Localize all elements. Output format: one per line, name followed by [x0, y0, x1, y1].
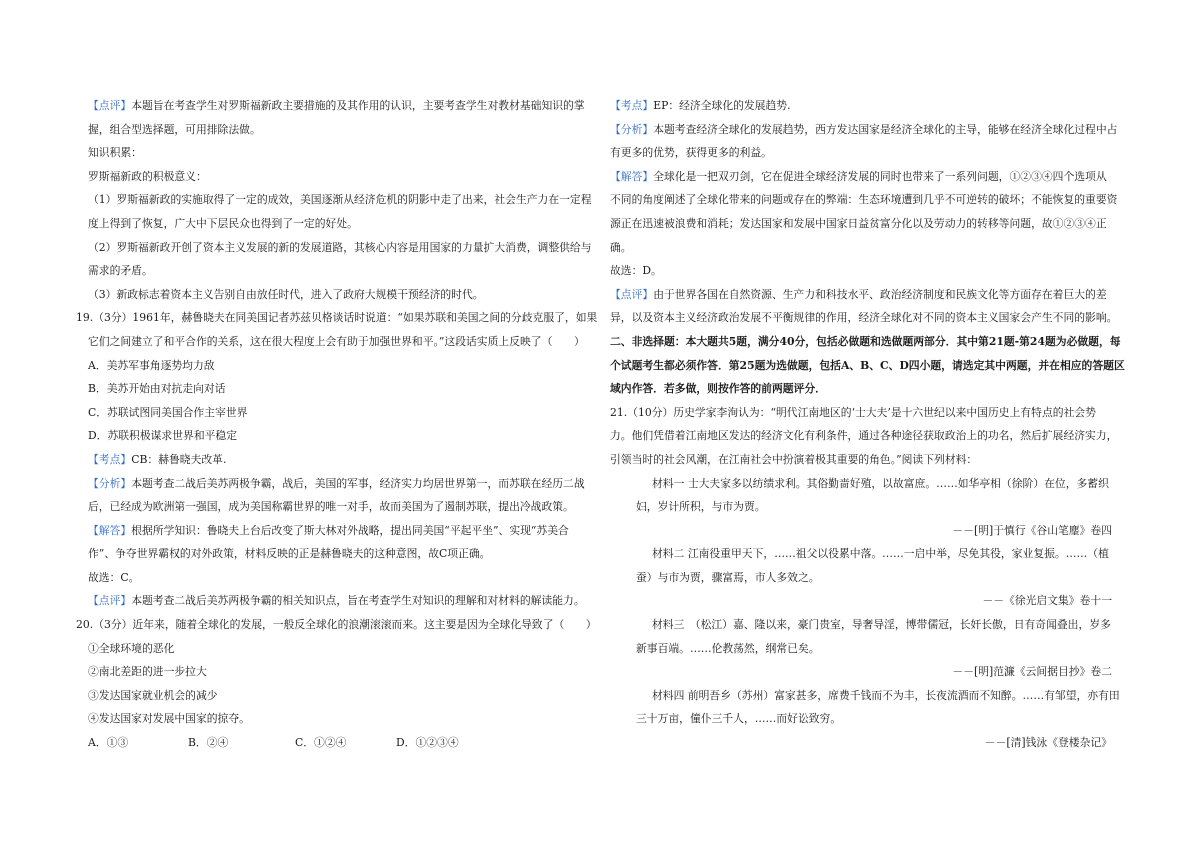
- q20-solution: 【解答】全球化是一把双刃剑，它在促进全球经济发展的同时也带来了一系列问题，①②③④四个选项从: [610, 169, 1107, 183]
- q20-comment-cont: 异，以及资本主义经济政治发展不平衡规律的作用，经济全球化对不同的资本主义国家会产生不同的影响。: [610, 311, 1118, 325]
- q19-kaodian: 【考点】CB：赫鲁晓夫改革.: [88, 452, 227, 466]
- q20-item-1: ①全球环境的恶化: [88, 641, 175, 655]
- material-3-source: －－[明]范濂《云间据目抄》卷二: [952, 665, 1112, 679]
- material-2-cont: 蚕）与市为贾，骤富焉，市人多效之。: [636, 570, 820, 584]
- q20-answer: 故选：D。: [610, 264, 662, 278]
- knowledge-heading: 知识积累：: [88, 146, 142, 160]
- q20-solution-cont-3: 确。: [610, 240, 632, 254]
- q19-answer: 故选：C。: [88, 570, 140, 584]
- q19-option-d: D．苏联积极谋求世界和平稳定: [88, 429, 238, 443]
- q21-stem: 21.（10分）历史学家李洵认为：“明代江南地区的‘士大夫’是十六世纪以来中国历史上有特点的社会势: [610, 405, 1096, 419]
- material-4: 材料四 前明吾乡（苏州）富家甚多，席费千钱而不为丰，长夜流酒而不知醉。……有邹望，亦有田: [652, 688, 1120, 702]
- material-3: 材料三 （松江）嘉、隆以来，豪门贵室，导奢导淫，博带儒冠，长奸长傲，日有奇闻叠出，岁多: [652, 618, 1111, 632]
- knowledge-point-2-cont: 需求的矛盾。: [88, 264, 153, 278]
- section-2-heading-cont-2: 域内作答．若多做，则按作答的前两题评分．: [610, 382, 826, 396]
- q20-option-a: A．①③: [88, 736, 129, 750]
- q20-item-3: ③发达国家就业机会的减少: [88, 688, 218, 702]
- q21-stem-cont-2: 引领当时的社会风潮，在江南社会中扮演着极其重要的角色。”阅读下列材料：: [610, 452, 978, 466]
- q19-comment: 【点评】本题考查二战后美苏两极争霸的相关知识点，旨在考查学生对知识的理解和对材料的解读能力。: [88, 594, 585, 608]
- right-column: [610, 94, 1125, 755]
- q20-option-b: B．②④: [188, 736, 229, 750]
- section-2-heading: 二、非选择题：本大题共5题，满分40分，包括必做题和选做题两部分．其中第21题-第24题为必做题，每: [610, 334, 1121, 348]
- knowledge-point-1: （1）罗斯福新政的实施取得了一定的成效，美国逐渐从经济危机的阴影中走了出来，社会生产力在一定程: [88, 193, 592, 207]
- q19-analysis-cont: 后，已经成为欧洲第一强国，成为美国称霸世界的唯一对手，故而美国为了遏制苏联，提出冷战政策。: [88, 500, 574, 514]
- material-4-source: －－[清]钱泳《登楼杂记》: [984, 736, 1112, 750]
- q20-analysis-cont: 有更多的优势，获得更多的利益。: [610, 146, 772, 160]
- q20-solution-cont-2: 源正在迅速被浪费和消耗；发达国家和发展中国家日益贫富分化以及劳动力的转移等问题，故①②③④正: [610, 216, 1107, 230]
- knowledge-title: 罗斯福新政的积极意义：: [88, 169, 207, 183]
- q19-option-c: C．苏联试图同美国合作主宰世界: [88, 405, 248, 419]
- knowledge-point-3: （3）新政标志着资本主义告别自由放任时代，进入了政府大规模干预经济的时代。: [88, 287, 484, 301]
- q20-item-2: ②南北差距的进一步拉大: [88, 665, 207, 679]
- q19-stem-cont: 它们之间建立了和平合作的关系，这在很大程度上会有助于加强世界和平。”这段话实质上反映了（ ）: [88, 334, 585, 348]
- q19-stem: 19.（3分）1961年，赫鲁晓夫在同美国记者苏兹贝格谈话时说道：“如果苏联和美国之间的分歧克服了，如果: [76, 311, 598, 325]
- material-4-cont: 三十万亩，僮仆三千人，……而好讼致穷。: [636, 712, 842, 726]
- q20-solution-cont-1: 不同的角度阐述了全球化带来的问题或存在的弊端：生态环境遭到几乎不可逆转的破坏；不能恢复的重要资: [610, 193, 1118, 207]
- material-1: 材料一 士大夫家多以纺绩求利。其俗勤啬好殖，以故富庶。……如华亭相（徐阶）在位，多蓄织: [652, 476, 1109, 490]
- q19-analysis: 【分析】本题考查二战后美苏两极争霸，战后，美国的军事，经济实力均居世界第一，而苏联在经历二战: [88, 476, 585, 490]
- q21-stem-cont-1: 力。他们凭借着江南地区发达的经济文化有利条件，通过各种途径获取政治上的功名，然后扩展经济实力，: [610, 429, 1118, 443]
- q19-solution-cont: 作”、争夺世界霸权的对外政策，材料反映的正是赫鲁晓夫的这种意图，故C项正确。: [88, 547, 491, 561]
- material-3-cont: 新事百端。……伦教荡然，纲常已矣。: [636, 641, 820, 655]
- q20-kaodian: 【考点】EP：经济全球化的发展趋势.: [610, 99, 791, 112]
- q20-option-c: C．①②④: [295, 736, 347, 750]
- material-2-source: －－《徐光启文集》卷十一: [982, 594, 1112, 608]
- material-2: 材料二 江南役重甲天下，……祖父以役累中落。……一启中举，尽免其役，家业复振。……（植: [652, 547, 1109, 561]
- knowledge-point-2: （2）罗斯福新政开创了资本主义发展的新的发展道路，其核心内容是用国家的力量扩大消费，调整供给与: [88, 240, 592, 254]
- q19-option-b: B．美苏开始由对抗走向对话: [88, 382, 226, 396]
- material-1-source: －－[明]于慎行《谷山笔麈》卷四: [952, 523, 1112, 537]
- left-column: [76, 94, 598, 755]
- q20-analysis: 【分析】本题考查经济全球化的发展趋势，西方发达国家是经济全球化的主导，能够在经济全球化过程中占: [610, 122, 1118, 136]
- q18-comment-cont: 握，组合型选择题，可用排除法做。: [88, 122, 261, 136]
- q19-solution: 【解答】根据所学知识：鲁晓夫上台后改变了斯大林对外战略，提出同美国“平起平坐”、实现“苏美合: [88, 523, 569, 537]
- q20-options: [88, 731, 590, 755]
- q19-option-a: A．美苏军事角逐势均力敌: [88, 358, 215, 372]
- q20-comment: 【点评】由于世界各国在自然资源、生产力和科技水平、政治经济制度和民族文化等方面存在着巨大的差: [610, 287, 1107, 301]
- material-1-cont: 妇，岁计所积，与市为贾。: [636, 500, 766, 514]
- comment-label: 【点评】: [88, 99, 132, 112]
- q20-item-4: ④发达国家对发展中国家的掠夺。: [88, 712, 250, 726]
- section-2-heading-cont: 个试题考生都必须作答．第25题为选做题，包括A、B、C、D四小题，请选定其中两题，并在相应的答题区: [610, 358, 1125, 372]
- q20-stem: 20.（3分）近年来，随着全球化的发展，一般反全球化的浪潮滚滚而来。这主要是因为全球化导致了（ ）: [76, 618, 597, 632]
- knowledge-point-1-cont: 度上得到了恢复，广大中下层民众也得到了一定的好处。: [88, 216, 358, 230]
- q18-comment: 【点评】本题旨在考查学生对罗斯福新政主要措施的及其作用的认识，主要考查学生对教材基础知识的掌: [88, 99, 585, 112]
- q20-option-d: D．①②③④: [396, 736, 459, 750]
